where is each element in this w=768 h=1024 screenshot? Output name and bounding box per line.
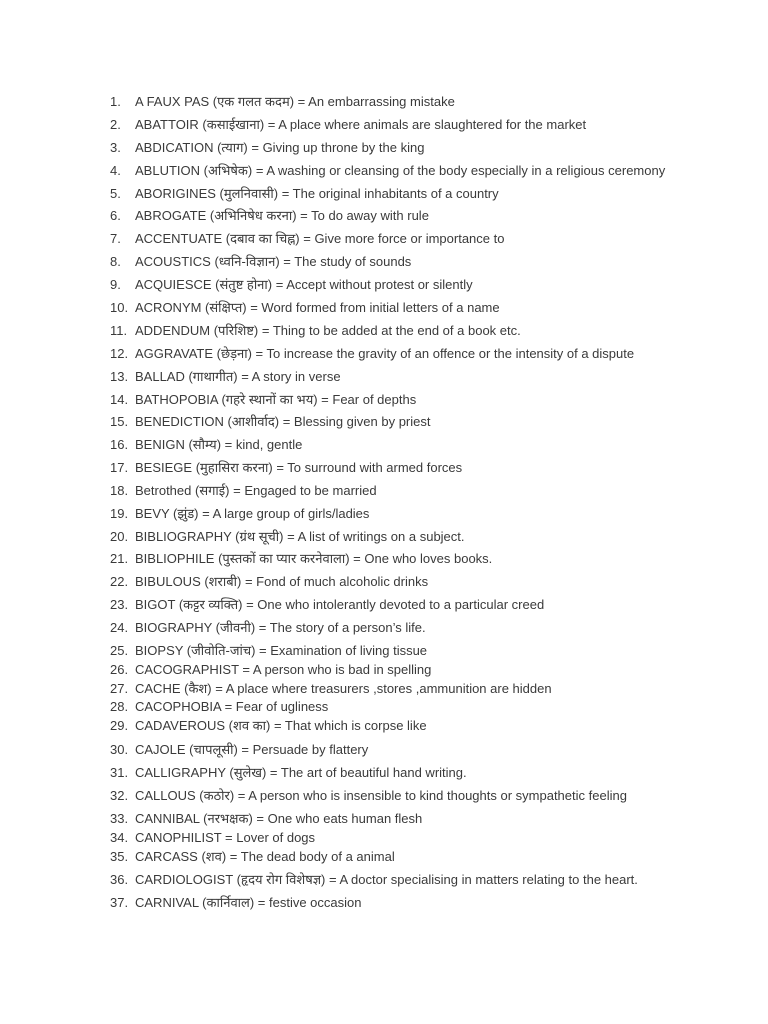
item-text: AGGRAVATE (छेड़ना) = To increase the gravity of an offence or the intensity of a dispute xyxy=(135,346,635,361)
item-number: 3. xyxy=(110,140,121,155)
list-item xyxy=(110,849,395,865)
item-text: BIOPSY (जीवोति-जांच) = Examination of living tissue xyxy=(135,643,428,658)
item-text: CALLIGRAPHY (सुलेख) = The art of beautiful hand writing. xyxy=(135,765,467,780)
item-text: BIBLIOPHILE (पुस्तकों का प्यार करनेवाला) = One who loves books. xyxy=(135,551,493,566)
list-item xyxy=(110,300,500,316)
item-text: BIGOT (कट्टर व्यक्ति) = One who intolerantly devoted to a particular creed xyxy=(135,597,545,612)
item-number: 1. xyxy=(110,94,121,109)
item-text: CACHE (कैश) = A place where treasurers ,stores ,ammunition are hidden xyxy=(135,681,552,696)
item-text: CALLOUS (कठोर) = A person who is insensible to kind thoughts or sympathetic feeling xyxy=(135,788,627,803)
list-item xyxy=(110,742,368,758)
item-text: CACOPHOBIA = Fear of ugliness xyxy=(135,699,329,714)
item-text: CARCASS (शव) = The dead body of a animal xyxy=(135,849,395,864)
item-number: 5. xyxy=(110,186,121,201)
item-number: 2. xyxy=(110,117,121,132)
list-item xyxy=(110,529,465,545)
item-number: 10. xyxy=(110,300,129,315)
list-item xyxy=(110,163,665,179)
item-text: Betrothed (सगाई) = Engaged to be married xyxy=(135,483,377,498)
list-item xyxy=(110,414,431,430)
item-number: 34. xyxy=(110,830,129,845)
item-text: BEVY (झुंड) = A large group of girls/ladies xyxy=(135,506,370,521)
item-text: CADAVEROUS (शव का) = That which is corpse like xyxy=(135,718,427,733)
list-item xyxy=(110,254,411,270)
item-text: CANNIBAL (नरभक्षक) = One who eats human flesh xyxy=(135,811,423,826)
item-text: ABATTOIR (कसाईखाना) = A place where animals are slaughtered for the market xyxy=(135,117,587,132)
item-number: 21. xyxy=(110,551,129,566)
item-number: 12. xyxy=(110,346,129,361)
list-item xyxy=(110,94,455,110)
list-item xyxy=(110,765,467,781)
list-item xyxy=(110,872,638,888)
item-number: 26. xyxy=(110,662,129,677)
item-number: 22. xyxy=(110,574,129,589)
item-number: 24. xyxy=(110,620,129,635)
list-item xyxy=(110,277,473,293)
list-item xyxy=(110,551,492,567)
list-item xyxy=(110,117,586,133)
list-item xyxy=(110,662,431,678)
list-item xyxy=(110,208,429,224)
item-number: 27. xyxy=(110,681,129,696)
item-text: ACQUIESCE (संतुष्ट होना) = Accept without protest or silently xyxy=(135,277,473,292)
item-text: ACRONYM (संक्षिप्त) = Word formed from initial letters of a name xyxy=(135,300,500,315)
item-number: 7. xyxy=(110,231,121,246)
list-item xyxy=(110,346,634,362)
item-number: 29. xyxy=(110,718,129,733)
item-number: 28. xyxy=(110,699,129,714)
list-item xyxy=(110,830,315,846)
list-item xyxy=(110,506,369,522)
list-item xyxy=(110,140,424,156)
item-text: CACOGRAPHIST = A person who is bad in spelling xyxy=(135,662,432,677)
item-text: ABORIGINES (मुलनिवासी) = The original inhabitants of a country xyxy=(135,186,499,201)
list-item xyxy=(110,369,341,385)
item-text: BATHOPOBIA (गहरे स्थानों का भय) = Fear of depths xyxy=(135,392,417,407)
item-text: CARNIVAL (कार्निवाल) = festive occasion xyxy=(135,895,362,910)
item-text: ABDICATION (त्याग) = Giving up throne by the king xyxy=(135,140,425,155)
item-number: 16. xyxy=(110,437,129,452)
item-text: BALLAD (गाथागीत) = A story in verse xyxy=(135,369,341,384)
item-text: BIBULOUS (शराबी) = Fond of much alcoholic drinks xyxy=(135,574,429,589)
item-number: 13. xyxy=(110,369,129,384)
item-text: CARDIOLOGIST (हृदय रोग विशेषज्ञ) = A doctor specialising in matters relating to the heart. xyxy=(135,872,638,887)
list-item xyxy=(110,392,416,408)
list-item xyxy=(110,323,521,339)
item-text: ADDENDUM (परिशिष्ट) = Thing to be added at the end of a book etc. xyxy=(135,323,521,338)
item-number: 37. xyxy=(110,895,129,910)
item-text: ACCENTUATE (दबाव का चिह्न) = Give more force or importance to xyxy=(135,231,505,246)
list-item xyxy=(110,231,504,247)
item-text: BENIGN (सौम्य) = kind, gentle xyxy=(135,437,303,452)
list-item xyxy=(110,597,544,613)
item-number: 9. xyxy=(110,277,121,292)
item-number: 31. xyxy=(110,765,129,780)
list-item xyxy=(110,811,422,827)
item-text: BENEDICTION (आशीर्वाद) = Blessing given by priest xyxy=(135,414,431,429)
item-text: BESIEGE (मुहासिरा करना) = To surround with armed forces xyxy=(135,460,463,475)
item-number: 11. xyxy=(110,323,128,338)
item-number: 6. xyxy=(110,208,121,223)
item-number: 25. xyxy=(110,643,129,658)
list-item xyxy=(110,699,328,715)
item-text: BIBLIOGRAPHY (ग्रंथ सूची) = A list of writings on a subject. xyxy=(135,529,465,544)
item-text: ABLUTION (अभिषेक) = A washing or cleansing of the body especially in a religious ceremony xyxy=(135,163,666,178)
item-text: CANOPHILIST = Lover of dogs xyxy=(135,830,316,845)
item-number: 35. xyxy=(110,849,129,864)
item-number: 36. xyxy=(110,872,129,887)
item-number: 17. xyxy=(110,460,129,475)
item-number: 32. xyxy=(110,788,129,803)
item-text: ABROGATE (अभिनिषेध करना) = To do away with rule xyxy=(135,208,429,223)
list-item xyxy=(110,788,627,804)
list-item xyxy=(110,574,428,590)
item-number: 15. xyxy=(110,414,129,429)
item-number: 20. xyxy=(110,529,129,544)
item-text: CAJOLE (चापलूसी) = Persuade by flattery xyxy=(135,742,369,757)
item-number: 30. xyxy=(110,742,129,757)
item-number: 4. xyxy=(110,163,121,178)
list-item xyxy=(110,460,462,476)
item-number: 33. xyxy=(110,811,129,826)
item-text: BIOGRAPHY (जीवनी) = The story of a person’s life. xyxy=(135,620,426,635)
list-item xyxy=(110,186,499,202)
list-item xyxy=(110,895,362,911)
item-number: 23. xyxy=(110,597,129,612)
item-number: 8. xyxy=(110,254,121,269)
list-item xyxy=(110,681,552,697)
item-number: 19. xyxy=(110,506,129,521)
list-item xyxy=(110,718,427,734)
list-item xyxy=(110,643,427,659)
list-item xyxy=(110,437,302,453)
list-item xyxy=(110,620,426,636)
list-item xyxy=(110,483,377,499)
item-number: 18. xyxy=(110,483,129,498)
item-text: ACOUSTICS (ध्वनि-विज्ञान) = The study of sounds xyxy=(135,254,412,269)
item-number: 14. xyxy=(110,392,129,407)
item-text: A FAUX PAS (एक गलत कदम) = An embarrassing mistake xyxy=(135,94,455,109)
